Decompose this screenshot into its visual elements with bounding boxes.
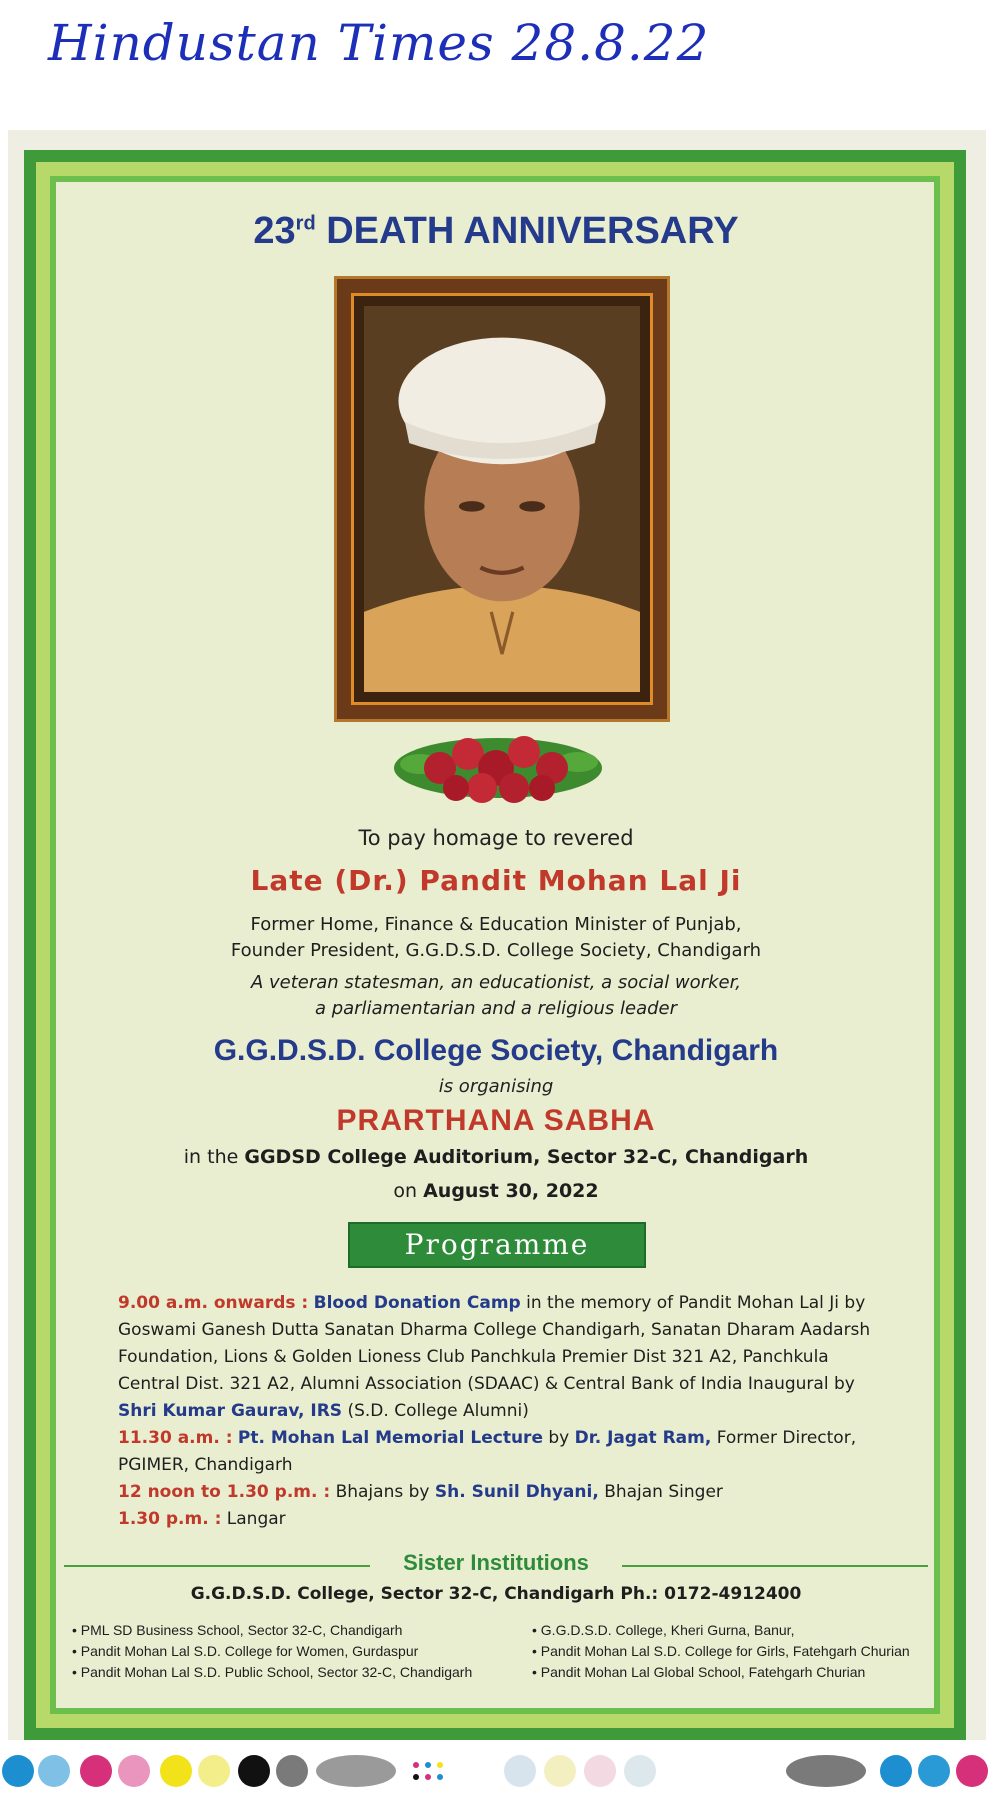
heading-number: 23 bbox=[253, 210, 296, 252]
organising-text: is organising bbox=[438, 1076, 554, 1097]
handwritten-note: Hindustan Times 28.8.22 bbox=[48, 14, 710, 72]
main-institution: G.G.D.S.D. College, Sector 32-C, Chandigarh Ph.: 0172-4912400 bbox=[190, 1584, 802, 1604]
programme-item: 9.00 a.m. onwards : Blood Donation Camp in the memory of Pandit Mohan Lal Ji by Goswami Ganesh Dutta Sanatan Dharma College Chandigarh, Sanatan Dharam Aadarsh Foundation, Lions & Golden Lioness Club Panchkula Premier Dist 321 A2, Panchkula Central Dist. 321 A2, Alumni Association (SDAAC) & Central Bank of India Inaugural by Shri Kumar Gaurav, IRS (S.D. College Alumni) bbox=[118, 1293, 871, 1421]
honoree-founder: Founder President, G.G.D.S.D. College Society, Chandigarh bbox=[230, 940, 762, 961]
institutions-left bbox=[72, 1620, 492, 1683]
organiser-name: G.G.D.S.D. College Society, Chandigarh bbox=[213, 1034, 779, 1067]
institutions-right bbox=[532, 1620, 942, 1683]
institution-item: • Pandit Mohan Lal Global School, Fatehgarh Churian bbox=[532, 1662, 942, 1683]
programme-heading: Programme bbox=[348, 1222, 646, 1268]
heading-text: DEATH ANNIVERSARY bbox=[326, 210, 739, 252]
programme-list bbox=[118, 1290, 880, 1533]
programme-item: 11.30 a.m. : Pt. Mohan Lal Memorial Lecture by Dr. Jagat Ram, Former Director, PGIMER, Chandigarh bbox=[118, 1428, 857, 1475]
event-name: PRARTHANA SABHA bbox=[336, 1104, 656, 1137]
honoree-tagline-1: A veteran statesman, an educationist, a social worker, bbox=[250, 972, 742, 993]
portrait-photo bbox=[364, 306, 640, 692]
institution-item: • PML SD Business School, Sector 32-C, Chandigarh bbox=[72, 1620, 492, 1641]
honoree-tagline-2: a parliamentarian and a religious leader bbox=[314, 998, 678, 1019]
institution-item: • Pandit Mohan Lal S.D. College for Women, Gurdaspur bbox=[72, 1641, 492, 1662]
honoree-role: Former Home, Finance & Education Minister of Punjab, bbox=[250, 914, 742, 935]
institution-item: • G.G.D.S.D. College, Kheri Gurna, Banur, bbox=[532, 1620, 942, 1641]
event-venue: in the GGDSD College Auditorium, Sector 32-C, Chandigarh bbox=[183, 1146, 809, 1168]
sister-institutions-title: Sister Institutions bbox=[403, 1550, 589, 1575]
rose-bouquet bbox=[390, 708, 606, 812]
programme-item: 12 noon to 1.30 p.m. : Bhajans by Sh. Sunil Dhyani, Bhajan Singer bbox=[118, 1482, 723, 1502]
institution-item: • Pandit Mohan Lal S.D. College for Girls, Fatehgarh Churian bbox=[532, 1641, 942, 1662]
programme-item: 1.30 p.m. : Langar bbox=[118, 1509, 286, 1529]
date-value: August 30, 2022 bbox=[423, 1180, 599, 1202]
honoree-name: Late (Dr.) Pandit Mohan Lal Ji bbox=[250, 864, 742, 897]
institution-item: • Pandit Mohan Lal S.D. Public School, Sector 32-C, Chandigarh bbox=[72, 1662, 492, 1683]
print-color-strip bbox=[0, 1752, 992, 1790]
heading-ordinal: rd bbox=[295, 212, 316, 235]
event-date: on August 30, 2022 bbox=[393, 1180, 599, 1202]
venue-place: GGDSD College Auditorium, Sector 32-C, Chandigarh bbox=[244, 1146, 809, 1168]
portrait-frame bbox=[334, 276, 670, 722]
anniversary-heading bbox=[0, 210, 992, 253]
homage-line: To pay homage to revered bbox=[358, 826, 634, 850]
